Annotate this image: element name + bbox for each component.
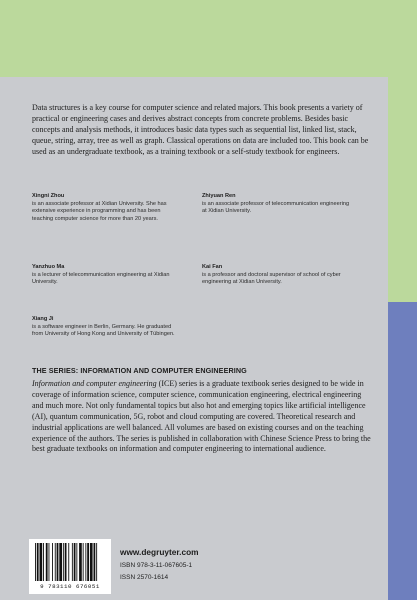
barcode-bar <box>85 543 86 581</box>
barcode-bar <box>55 543 56 581</box>
author-bio: is a software engineer in Berlin, Germany. He graduated from University of Hong Kong and University of Tübingen. <box>32 323 175 338</box>
barcode-bar <box>59 543 62 581</box>
author-block <box>202 264 352 287</box>
isbn-number: ISBN 978-3-11-067605-1 <box>120 562 193 569</box>
barcode-bar <box>43 543 44 581</box>
barcode-bar <box>65 543 67 581</box>
author-bio: is a lecturer of telecommunication engineering at Xidian University. <box>32 271 170 286</box>
right-blue-stripe <box>388 302 417 600</box>
series-title: THE SERIES: INFORMATION AND COMPUTER ENGINEERING <box>32 366 247 375</box>
barcode-bar <box>83 543 84 581</box>
barcode-bar <box>94 543 96 581</box>
barcode-digits: 9 783110 676051 <box>40 583 100 590</box>
barcode-bar <box>57 543 59 581</box>
series-body-text: (ICE) series is a graduate textbook series designed to be wide in coverage of information science, computer science, communication engineering, electrical engineering and much more. Not only fundamental topics but also hot and emerging topics like artificial intelligence (AI), quantum communication, 5G, robot and cloud computing are covered. Theoretical research and industrial applications are well balanced. All volumes are based on existing courses and on the teaching experience of the authors. The series is published in collaboration with Chinese Science Press to bring the best graduate textbooks on information and computer engineering to international audience. <box>32 379 371 454</box>
author-block <box>32 264 182 287</box>
author-block <box>202 193 352 216</box>
barcode-bar <box>63 543 64 581</box>
barcode-bar <box>49 543 50 581</box>
author-bio: is an associate professor of telecommunication engineering at Xidian University. <box>202 200 350 215</box>
author-name: Kai Fan <box>202 264 223 270</box>
barcode-bar <box>52 543 53 581</box>
book-description: Data structures is a key course for computer science and related majors. This book presents a variety of practical or engineering cases and derives abstract concepts from concrete problems. Besides basic concepts and analysis methods, it introduces basic data types such as sequential list, linked list, stack, queue, string, array, tree as well as graph. Classical operations on data are included too. This book can be used as an undergraduate textbook, as a training textbook or a self-study textbook for engineers. <box>32 103 369 156</box>
barcode-bar <box>40 543 43 581</box>
barcode-bar <box>90 543 93 581</box>
barcode-bar <box>72 543 73 581</box>
barcode-bar <box>35 543 36 581</box>
author-name: Zhiyuan Ren <box>202 193 236 199</box>
author-name: Xiang Ji <box>32 316 54 322</box>
isbn-barcode <box>29 539 111 594</box>
author-name: Xingni Zhou <box>32 193 65 199</box>
barcode-bar <box>96 543 97 581</box>
barcode-bars <box>29 539 111 583</box>
barcode-bar <box>76 543 77 581</box>
barcode-bar <box>37 543 39 581</box>
author-bio: is a professor and doctoral supervisor of school of cyber engineering at Xidian University. <box>202 271 341 286</box>
author-name: Yanzhuo Ma <box>32 264 65 270</box>
barcode-bar <box>79 543 82 581</box>
barcode-bar <box>68 543 69 581</box>
series-description <box>32 379 374 455</box>
barcode-bar <box>46 543 48 581</box>
issn-number: ISSN 2570-1614 <box>120 574 169 581</box>
author-block <box>32 316 182 339</box>
barcode-bar <box>74 543 76 581</box>
barcode-bar <box>87 543 89 581</box>
series-italic-lead: Information and computer engineering <box>32 379 157 388</box>
top-green-band <box>0 0 417 77</box>
author-bio: is an associate professor at Xidian University. She has extensive experience in programming and has been teaching computer science for more than 20 years. <box>32 200 167 222</box>
author-block <box>32 193 182 223</box>
publisher-website: www.degruyter.com <box>120 547 199 557</box>
